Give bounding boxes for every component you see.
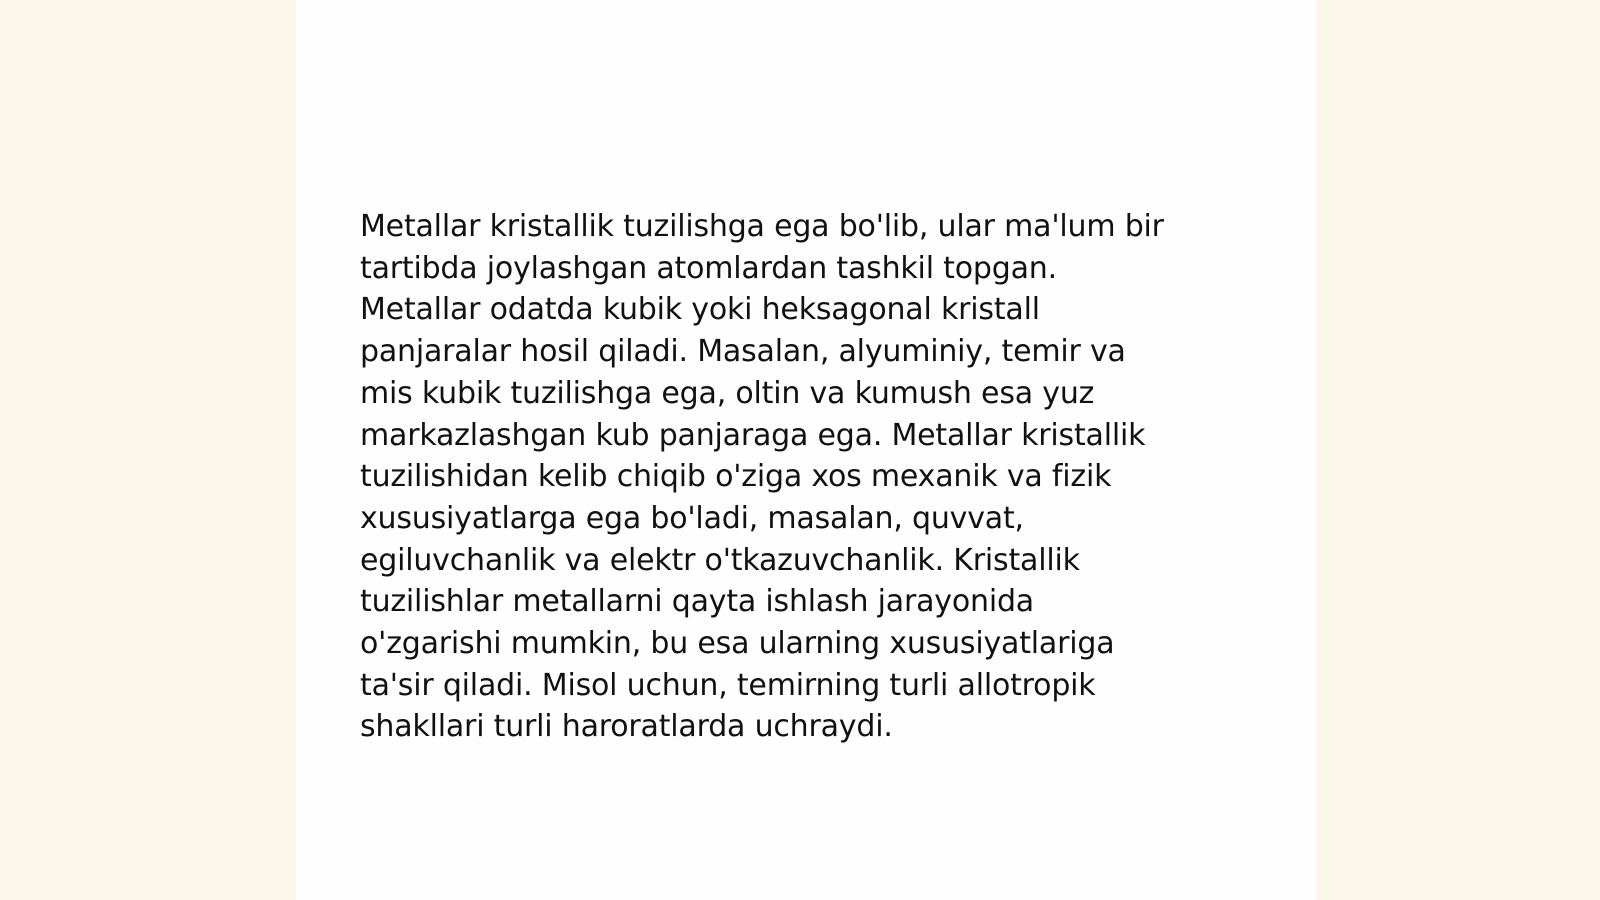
paragraph-line: xususiyatlarga ega bo'ladi, masalan, quvvat, — [360, 500, 1024, 536]
paragraph-line: shakllari turli haroratlarda uchraydi. — [360, 709, 893, 745]
paragraph-line: egiluvchanlik va elektr o'tkazuvchanlik. Kristallik — [360, 542, 1080, 578]
paragraph-line: markazlashgan kub panjaraga ega. Metallar kristallik — [360, 417, 1146, 453]
paragraph-line: tuzilishidan kelib chiqib o'ziga xos mexanik va fizik — [360, 459, 1112, 495]
paragraph-line: mis kubik tuzilishga ega, oltin va kumush esa yuz — [360, 375, 1095, 411]
paragraph-line: o'zgarishi mumkin, bu esa ularning xususiyatlariga — [360, 626, 1115, 662]
body-paragraph — [360, 206, 1260, 748]
paragraph-line: tartibda joylashgan atomlardan tashkil topgan. — [360, 250, 1057, 286]
document-page — [296, 0, 1316, 900]
paragraph-line: panjaralar hosil qiladi. Masalan, alyuminiy, temir va — [360, 334, 1126, 370]
paragraph-line: Metallar odatda kubik yoki heksagonal kristall — [360, 292, 1040, 328]
paragraph-line: Metallar kristallik tuzilishga ega bo'lib, ular ma'lum bir — [360, 209, 1164, 244]
paragraph-line: ta'sir qiladi. Misol uchun, temirning turli allotropik — [360, 667, 1096, 703]
paragraph-line: tuzilishlar metallarni qayta ishlash jarayonida — [360, 584, 1034, 620]
